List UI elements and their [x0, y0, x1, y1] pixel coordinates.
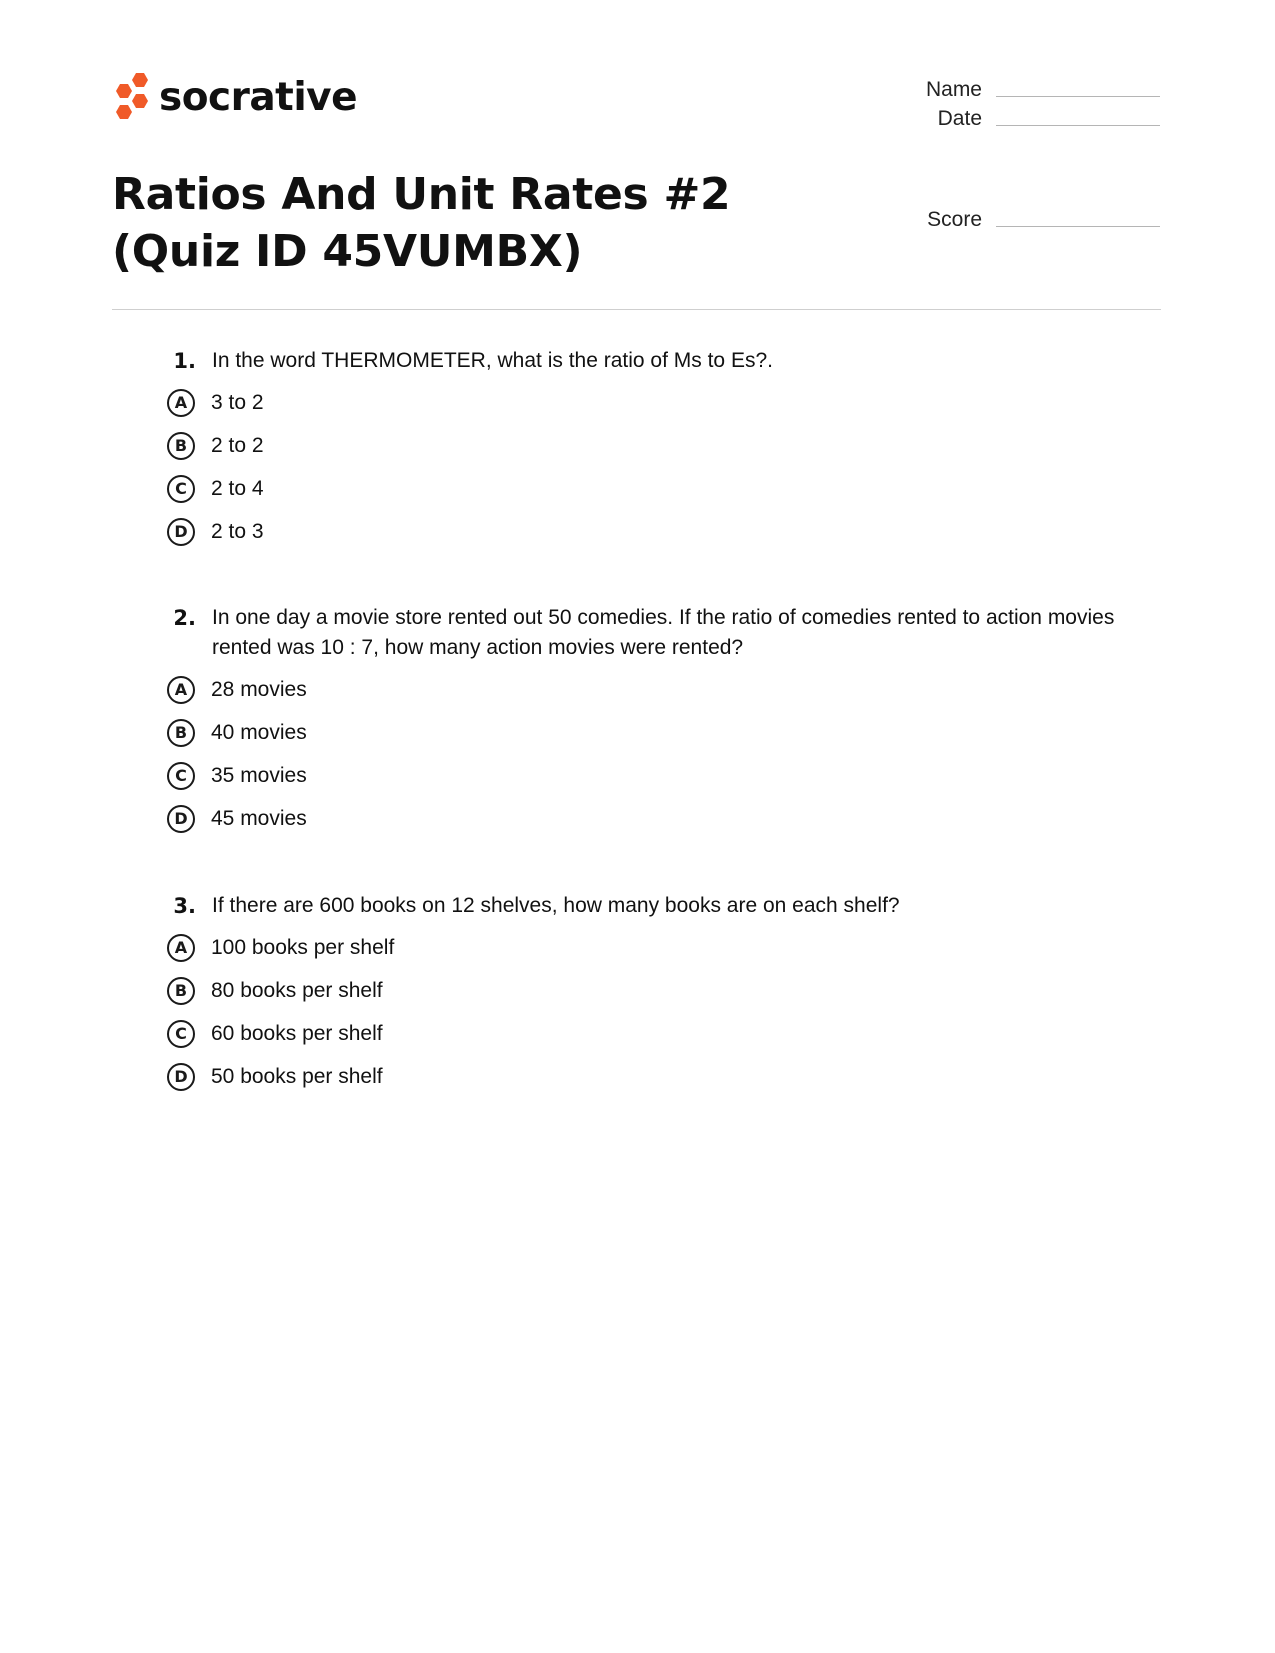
- question-3: [160, 891, 1120, 1098]
- page-title: Ratios And Unit Rates #2 (Quiz ID 45VUMBX): [112, 169, 731, 277]
- question-text: In one day a movie store rented out 50 comedies. If the ratio of comedies rented to action movies rented was 10 : 7, how many action movies were rented?: [212, 606, 1115, 659]
- choice-text: 2 to 2: [211, 433, 264, 457]
- choice-a[interactable]: [160, 668, 1120, 711]
- score-field[interactable]: [880, 206, 1160, 234]
- choice-bubble[interactable]: D: [167, 1063, 195, 1091]
- choice-b[interactable]: [160, 969, 1120, 1012]
- choice-d[interactable]: [160, 1055, 1120, 1098]
- score-line[interactable]: [996, 226, 1160, 227]
- brand-name: socrative: [159, 74, 358, 120]
- choice-text: 35 movies: [211, 763, 307, 787]
- question-text: If there are 600 books on 12 shelves, how many books are on each shelf?: [212, 894, 900, 917]
- date-label: Date: [937, 107, 982, 130]
- choice-list: [160, 381, 1120, 553]
- choice-a[interactable]: [160, 926, 1120, 969]
- choice-d[interactable]: [160, 797, 1120, 840]
- choice-bubble[interactable]: A: [167, 676, 195, 704]
- choice-bubble[interactable]: B: [167, 719, 195, 747]
- name-field[interactable]: [880, 76, 1160, 104]
- question-number: 2.: [173, 606, 196, 630]
- choice-text: 45 movies: [211, 806, 307, 830]
- choice-text: 28 movies: [211, 677, 307, 701]
- date-field[interactable]: [880, 105, 1160, 133]
- choice-text: 80 books per shelf: [211, 978, 383, 1002]
- choice-c[interactable]: [160, 467, 1120, 510]
- question-number: 1.: [173, 349, 196, 373]
- choice-text: 60 books per shelf: [211, 1021, 383, 1045]
- question-text: In the word THERMOMETER, what is the ratio of Ms to Es?.: [212, 349, 773, 372]
- choice-text: 2 to 3: [211, 519, 264, 543]
- date-line[interactable]: [996, 125, 1160, 126]
- choice-c[interactable]: [160, 1012, 1120, 1055]
- choice-list: [160, 668, 1120, 840]
- choice-bubble[interactable]: A: [167, 389, 195, 417]
- choice-text: 2 to 4: [211, 476, 264, 500]
- choice-bubble[interactable]: D: [167, 518, 195, 546]
- header-divider: [112, 309, 1161, 310]
- choice-list: [160, 926, 1120, 1098]
- choice-bubble[interactable]: C: [167, 475, 195, 503]
- choice-bubble[interactable]: C: [167, 1020, 195, 1048]
- choice-bubble[interactable]: C: [167, 762, 195, 790]
- choice-b[interactable]: [160, 711, 1120, 754]
- score-label: Score: [927, 208, 982, 231]
- choice-c[interactable]: [160, 754, 1120, 797]
- socrative-hexagon-icon: [112, 72, 150, 122]
- choice-bubble[interactable]: B: [167, 432, 195, 460]
- question-number: 3.: [173, 894, 196, 918]
- question-1: [160, 346, 1120, 553]
- choice-text: 40 movies: [211, 720, 307, 744]
- name-label: Name: [925, 78, 982, 101]
- question-2: [160, 603, 1120, 840]
- socrative-logo: [112, 72, 357, 122]
- choice-text: 3 to 2: [211, 390, 264, 414]
- choice-d[interactable]: [160, 510, 1120, 553]
- name-line[interactable]: [996, 96, 1160, 97]
- choice-b[interactable]: [160, 424, 1120, 467]
- choice-bubble[interactable]: B: [167, 977, 195, 1005]
- choice-text: 100 books per shelf: [211, 935, 395, 959]
- choice-bubble[interactable]: D: [167, 805, 195, 833]
- choice-text: 50 books per shelf: [211, 1064, 383, 1088]
- choice-a[interactable]: [160, 381, 1120, 424]
- choice-bubble[interactable]: A: [167, 934, 195, 962]
